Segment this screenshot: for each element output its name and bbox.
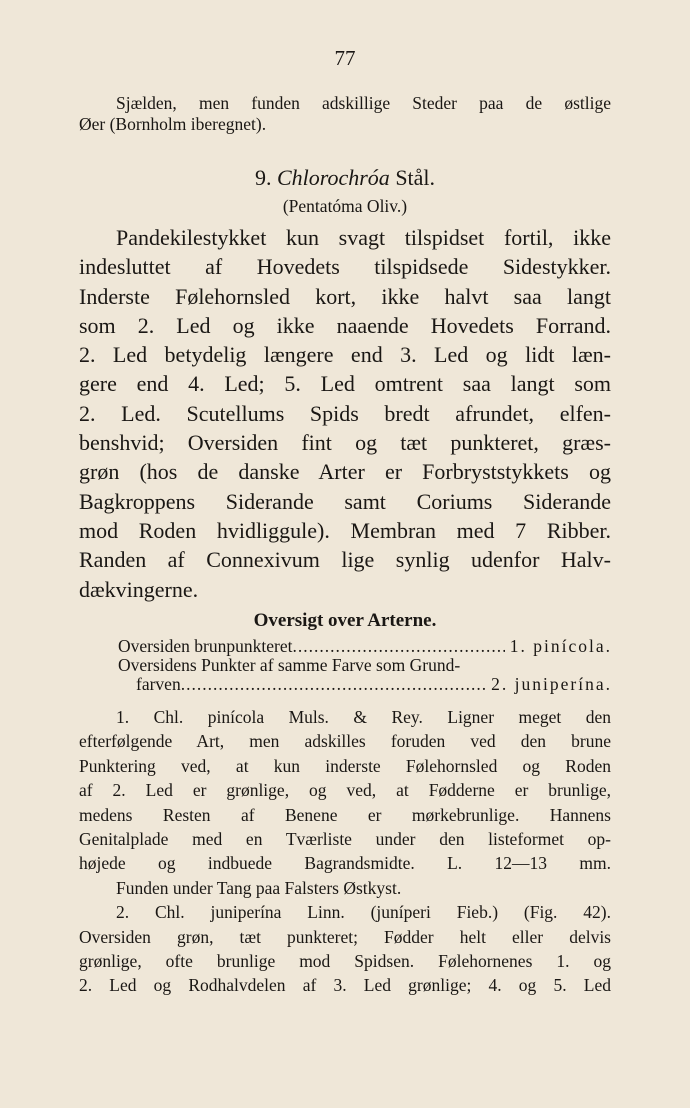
genus-author: Stål. — [395, 165, 436, 190]
species-1-line: 1. Chl. pinícola Muls. & Rey. Ligner meget den — [116, 707, 611, 727]
species-key — [118, 637, 612, 694]
genus-number: 9. — [254, 165, 272, 190]
species-2-line: grønlige, ofte brunlige mod Spidsen. Følehornenes 1. og — [79, 951, 611, 972]
text-line: gere end 4. Led; 5. Led omtrent saa langt som — [79, 371, 611, 397]
genus-synonym: (Pentatóma Oliv.) — [282, 196, 408, 216]
species-1-line: medens Resten af Benene er mørkebrunlige. Hannens — [79, 804, 611, 825]
key-entry — [118, 656, 612, 675]
key-entry-text: Oversidens Punkter af samme Farve som Grund- — [118, 655, 461, 675]
leader-dots — [292, 637, 505, 656]
key-entry — [118, 637, 612, 656]
species-1-locality: Funden under Tang paa Falsters Østkyst. — [116, 877, 402, 898]
text-line: som 2. Led og ikke naaende Hovedets Forrand. — [79, 312, 611, 338]
key-title: Oversigt over Arterne. — [253, 610, 437, 631]
text-line: Pandekilestykket kun svagt tilspidset fortil, ikke — [116, 225, 611, 250]
text-line: grøn (hos de danske Arter er Forbryststykkets og — [79, 459, 611, 485]
text-line: Inderste Følehornsled kort, ikke halvt saa langt — [79, 283, 611, 309]
intro-paragraph — [79, 93, 611, 135]
genus-description — [79, 223, 611, 604]
text-line: Øer (Bornholm iberegnet). — [79, 114, 267, 134]
key-entry-text: Oversiden brunpunkteret — [118, 636, 293, 656]
text-line: dækvingerne. — [79, 576, 199, 602]
species-1-line: af 2. Led er grønlige, og ved, at Fødderne er brunlige, — [79, 780, 611, 801]
species-2-line: 2. Led og Rodhalvdelen af 3. Led grønlige; 4. og 5. Led — [79, 975, 611, 996]
species-2-line: 2. Chl. juniperína Linn. (juníperi Fieb.) (Fig. 42). — [116, 902, 611, 923]
text-line: 2. Led betydelig længere end 3. Led og lidt læn- — [79, 342, 611, 368]
species-1-line: højede og indbuede Bagrandsmidte. L. 12—13 mm. — [79, 853, 611, 874]
key-entry-result: 1. pinícola. — [509, 636, 612, 656]
text-line: benshvid; Oversiden fint og tæt punkteret, græs- — [79, 430, 611, 456]
text-line: mod Roden hvidliggule). Membran med 7 Ribber. — [79, 517, 611, 543]
species-section — [79, 705, 611, 998]
text-line: Sjælden, men funden adskillige Steder paa de østlige — [116, 93, 611, 113]
text-line: Randen af Connexivum lige synlig udenfor Halv- — [79, 547, 611, 573]
leader-dots — [181, 675, 487, 694]
key-entry — [118, 675, 612, 694]
genus-name: Chlorochróa — [276, 165, 390, 190]
key-entry-text: farven — [136, 674, 181, 694]
species-2-line: Oversiden grøn, tæt punkteret; Fødder helt eller delvis — [79, 926, 611, 947]
text-line: Bagkroppens Siderande samt Coriums Siderande — [79, 488, 611, 514]
genus-heading — [0, 165, 690, 191]
page-number: 77 — [334, 46, 356, 70]
species-1-line: efterfølgende Art, men adskilles foruden ved den brune — [79, 731, 611, 752]
species-1-line: Punktering ved, at kun inderste Følehornsled og Roden — [79, 755, 611, 776]
text-line: indesluttet af Hovedets tilspidsede Sidestykker. — [79, 254, 611, 280]
text-line: 2. Led. Scutellums Spids bredt afrundet, elfen- — [79, 400, 611, 426]
key-entry-result: 2. juniperína. — [491, 674, 612, 694]
species-1-line: Genitalplade med en Tværliste under den listeformet op- — [79, 829, 611, 850]
